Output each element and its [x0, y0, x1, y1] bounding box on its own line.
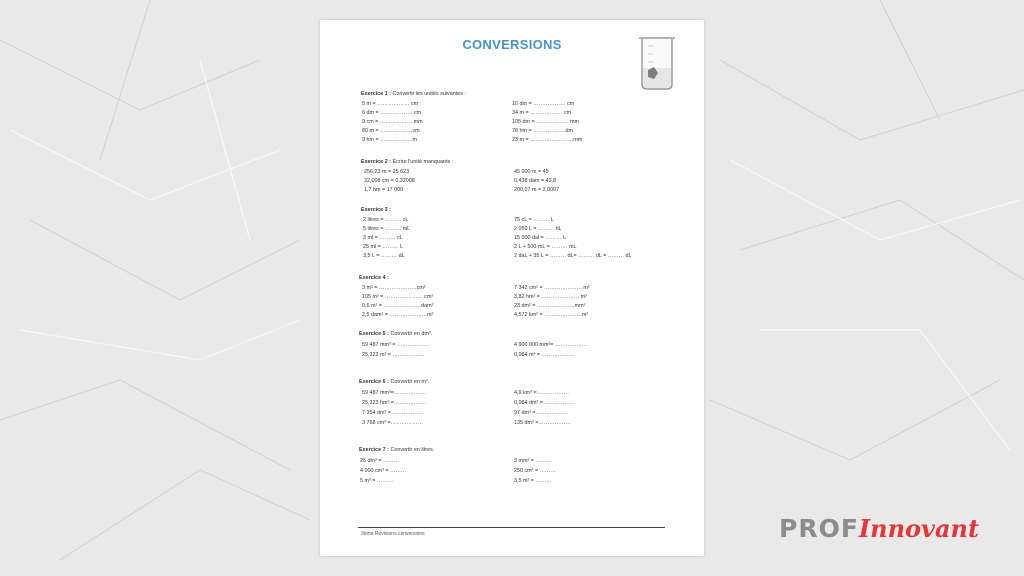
exercise-line: 105 dm = ……………… mm — [512, 119, 579, 125]
exercise-line: 5 litres = ……… mL — [363, 226, 411, 232]
exercise-line: 0,984 dm³ =……………… — [514, 400, 576, 406]
exercise-title: Exercice 4 : — [359, 275, 389, 281]
exercise-line: 3,5 L = ……… dL — [363, 253, 405, 259]
exercise-left-column — [362, 102, 423, 147]
exercise-line: 32,008 cm = 0,32008 — [364, 178, 415, 184]
exercise-line: 2 L + 500 mL = ……… mL — [514, 244, 577, 250]
exercise-line: 3,82 hm² = ………………… m² — [514, 294, 587, 300]
exercise-right-column — [514, 391, 575, 431]
exercise-left-column — [360, 459, 406, 489]
exercise-line: 6 dm = ……………… cm — [362, 110, 422, 116]
exercise-line: 7 354 dm³ =……………… — [362, 410, 424, 416]
exercise-line: 256,23 m = 25 623 — [364, 169, 410, 175]
exercise-title: Exercice 2 : Écrire l'unité manquante : — [361, 159, 454, 165]
exercise-line: 0,984 m³ = ……………… — [514, 352, 574, 358]
exercise-line: 4 000 cm³ = ……… — [360, 468, 407, 474]
exercise-line: 3,5 m³ = ……… — [514, 478, 552, 484]
exercise-line: 25,323 m³ = ……………… — [362, 352, 425, 358]
exercise-left-column — [362, 286, 433, 322]
exercise-line: 0,6 m² = …………………dam² — [362, 303, 434, 309]
brand-logo-part2: Innovant — [858, 514, 980, 543]
exercise-line: 4 900 000 mm³= ……………… — [514, 342, 588, 348]
exercise-line: 9 hm = ………………m — [362, 137, 417, 143]
exercise-line: 23 m = ……………………mm — [512, 137, 583, 143]
brand-logo-part1: PROF — [779, 514, 859, 543]
brand-logo — [779, 516, 979, 542]
exercise-title: Exercice 6 : Convertir en m³. — [359, 379, 430, 385]
exercise-title: Exercice 3 : — [361, 207, 391, 213]
worksheet-page — [320, 20, 704, 556]
exercise-line: 250 cm³ = ……… — [514, 468, 556, 474]
exercise-line: 80 m = ………………cm — [362, 128, 420, 134]
exercise-line: 2 litres = ……… cL — [363, 217, 409, 223]
exercise-right-column — [514, 343, 587, 363]
exercise-line: 105 m² = ………………… cm² — [362, 294, 434, 300]
exercise-line: 15 000 dal = ……… L — [514, 235, 566, 241]
exercise-line: 0,438 dam = 43,8 — [514, 178, 557, 184]
exercise-left-column — [362, 343, 429, 363]
exercise-line: 59 487 mm³ = ……………… — [362, 342, 430, 348]
exercise-line: 4,572 km² = …………………m² — [514, 312, 589, 318]
exercise-right-column — [514, 218, 631, 263]
exercise-line: 2 daL + 35 L = ……… dL= ……… dL = ……… dL — [514, 253, 632, 259]
exercise-left-column — [364, 170, 415, 197]
worksheet-title: CONVERSIONS — [462, 37, 562, 52]
exercise-line: 34 m = ……………… cm — [512, 110, 572, 116]
exercise-line: 75 cL = ……… L — [514, 217, 554, 223]
exercise-line: 2,5 dam² = …………………m² — [362, 312, 434, 318]
exercise-line: 10 dm = ……………… cm — [512, 101, 575, 107]
exercise-line: 5 m = ……………… cm — [362, 101, 419, 107]
exercise-line: 9 cm = ……………… mm — [362, 119, 423, 125]
exercise-right-column — [514, 286, 590, 322]
exercise-line: 3 mm³ = ……… — [514, 458, 552, 464]
exercise-left-column — [363, 218, 410, 263]
exercise-title: Exercice 5 : Convertir en dm³. — [359, 331, 433, 337]
exercise-line: 4,9 km³ =……………… — [514, 390, 569, 396]
exercise-line: 3 m² = …………………cm² — [362, 285, 426, 291]
exercise-right-column — [514, 459, 556, 489]
exercise-line: 7 342 cm² = ………………… m² — [514, 285, 590, 291]
exercise-line: 1,7 hm = 17 000 — [364, 187, 404, 193]
exercise-line: 2 050 L = ……… hL — [514, 226, 562, 232]
exercise-line: 59 487 mm³=……………… — [362, 390, 427, 396]
exercise-line: 5 m³ = ……… — [360, 478, 394, 484]
exercise-line: 135 dm³ =……………… — [514, 420, 571, 426]
exercise-left-column — [362, 391, 426, 431]
exercise-line: 25 dm³ = ……… — [360, 458, 400, 464]
footer-divider — [358, 527, 665, 528]
exercise-line: 200,07 m = 2,0007 — [514, 187, 560, 193]
exercise-line: 25,323 hm³ =……………… — [362, 400, 427, 406]
exercise-line: 97 dm³ =……………… — [514, 410, 568, 416]
exercise-line: 78 hm = ………………dm — [512, 128, 573, 134]
exercise-right-column — [512, 102, 582, 147]
exercise-line: 25 ml = ……… L — [363, 244, 403, 250]
exercise-line: 3 ml = ……… cL — [363, 235, 403, 241]
exercise-title: Exercice 1 : Convertir les unités suivantes : — [361, 91, 466, 97]
beaker-icon — [635, 32, 679, 92]
exercise-line: 23 dm² = …………………mm² — [514, 303, 586, 309]
worksheet-footer: 3ème Révisions conversions — [361, 531, 425, 537]
exercise-line: 3 768 cm³ =……………… — [362, 420, 423, 426]
exercise-right-column — [514, 170, 559, 197]
exercise-line: 45 000 m = 45 — [514, 169, 549, 175]
exercise-title: Exercice 7 : Convertir en litres. — [359, 447, 435, 453]
